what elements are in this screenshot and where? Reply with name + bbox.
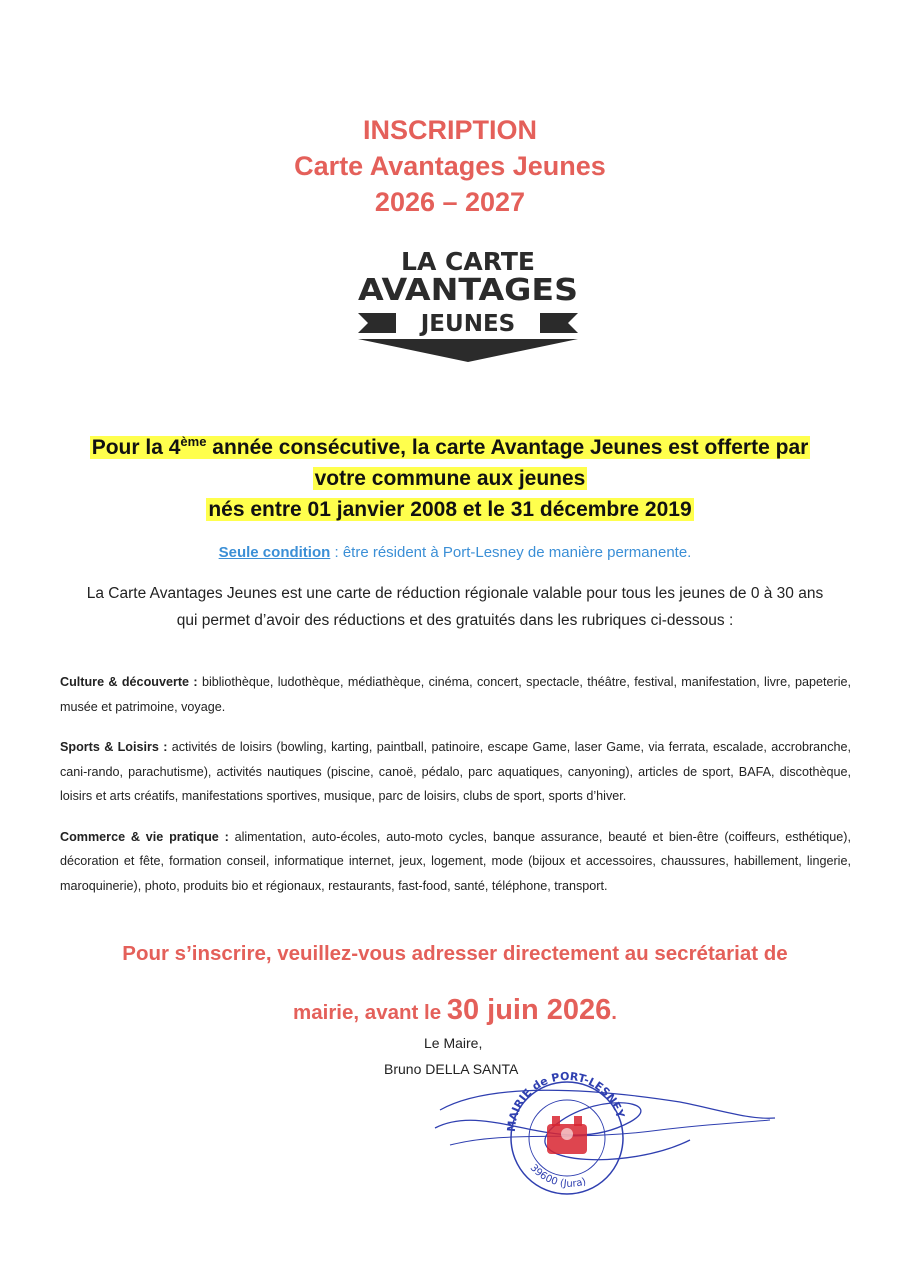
category-title: Sports & Loisirs : [60, 740, 168, 754]
title-line-inscription: INSCRIPTION [362, 115, 537, 145]
description-line-1: La Carte Avantages Jeunes est une carte de réduction régionale valable pour tous les jeunes de 0 à 30 ans [86, 585, 824, 602]
category-title: Culture & découverte : [60, 675, 198, 689]
registration-instructions [40, 926, 870, 1041]
deadline-date: 30 juin 2026 [446, 994, 612, 1026]
free-card-announcement [40, 426, 860, 525]
cta-line-1: Pour s’inscrire, veuillez-vous adresser directement au secrétariat de [122, 942, 788, 965]
logo-line-jeunes: JEUNES [420, 311, 516, 337]
category-text: activités de loisirs (bowling, karting, paintball, patinoire, escape Game, laser Game, via ferrata, escalade, accrobranche, cani-rando, parachutisme), activités nautiques (piscine, canoë, pédalo, parc aquatiques, canyoning), articles de sport, BAFA, discothèque, loisirs et arts créatifs, manifestations sportives, musique, parc de loisirs, clubs de sport, sports d’hiver. [60, 740, 851, 803]
category-culture [60, 670, 851, 719]
mayor-name: Bruno DELLA SANTA [384, 1061, 519, 1077]
town-hall-stamp-and-signature [430, 1070, 780, 1200]
document-title [0, 112, 900, 220]
card-description [50, 580, 860, 634]
logo-chevron [358, 339, 578, 362]
stamp-emblem [547, 1116, 587, 1154]
carte-avantages-jeunes-logo [356, 244, 580, 364]
description-line-2: qui permet d’avoir des réductions et des gratuités dans les rubriques ci-dessous : [176, 612, 734, 629]
category-title: Commerce & vie pratique : [60, 829, 229, 844]
stamp-ring-text: MAIRIE de PORT-LESNEY [504, 1070, 627, 1133]
title-line-card-name: Carte Avantages Jeunes [294, 151, 606, 181]
announcement-eligibility-dates: nés entre 01 janvier 2008 et le 31 décembre 2019 [208, 498, 692, 521]
benefit-categories [60, 670, 851, 914]
logo-line-la-carte: LA CARTE [401, 247, 535, 276]
category-commerce [60, 825, 851, 899]
residency-condition [0, 544, 900, 561]
category-text: bibliothèque, ludothèque, médiathèque, cinéma, concert, spectacle, théâtre, festival, manifestation, livre, papeterie, musée et patrimoine, voyage. [60, 675, 851, 714]
logo-right-banner [540, 313, 578, 333]
category-text: alimentation, auto-écoles, auto-moto cycles, banque assurance, beauté et bien-être (coiffeurs, esthétique), décoration et fête, formation conseil, informatique internet, jeux, logement, mode (bijoux et accessoires, chaussures, habillement, lingerie, maroquinerie), photo, produits bio et régionaux, restaurants, fast-food, santé, téléphone, transport. [60, 829, 851, 893]
stamp-bottom-text: 39600 (Jura) [527, 1162, 588, 1190]
condition-text: : être résident à Port-Lesney de manière permanente. [330, 544, 692, 561]
announcement-line-1: Pour la 4ème année consécutive, la carte Avantage Jeunes est offerte par [91, 434, 809, 459]
title-line-years: 2026 – 2027 [374, 187, 526, 217]
signature-title: Le Maire, [424, 1035, 483, 1051]
category-sports [60, 735, 851, 809]
logo-line-avantages: AVANTAGES [358, 273, 578, 308]
cta-line-2: mairie, avant le 30 juin 2026. [293, 994, 617, 1026]
condition-label: Seule condition [218, 544, 331, 561]
logo-left-banner [358, 313, 396, 333]
announcement-line-2: votre commune aux jeunes [314, 467, 586, 490]
